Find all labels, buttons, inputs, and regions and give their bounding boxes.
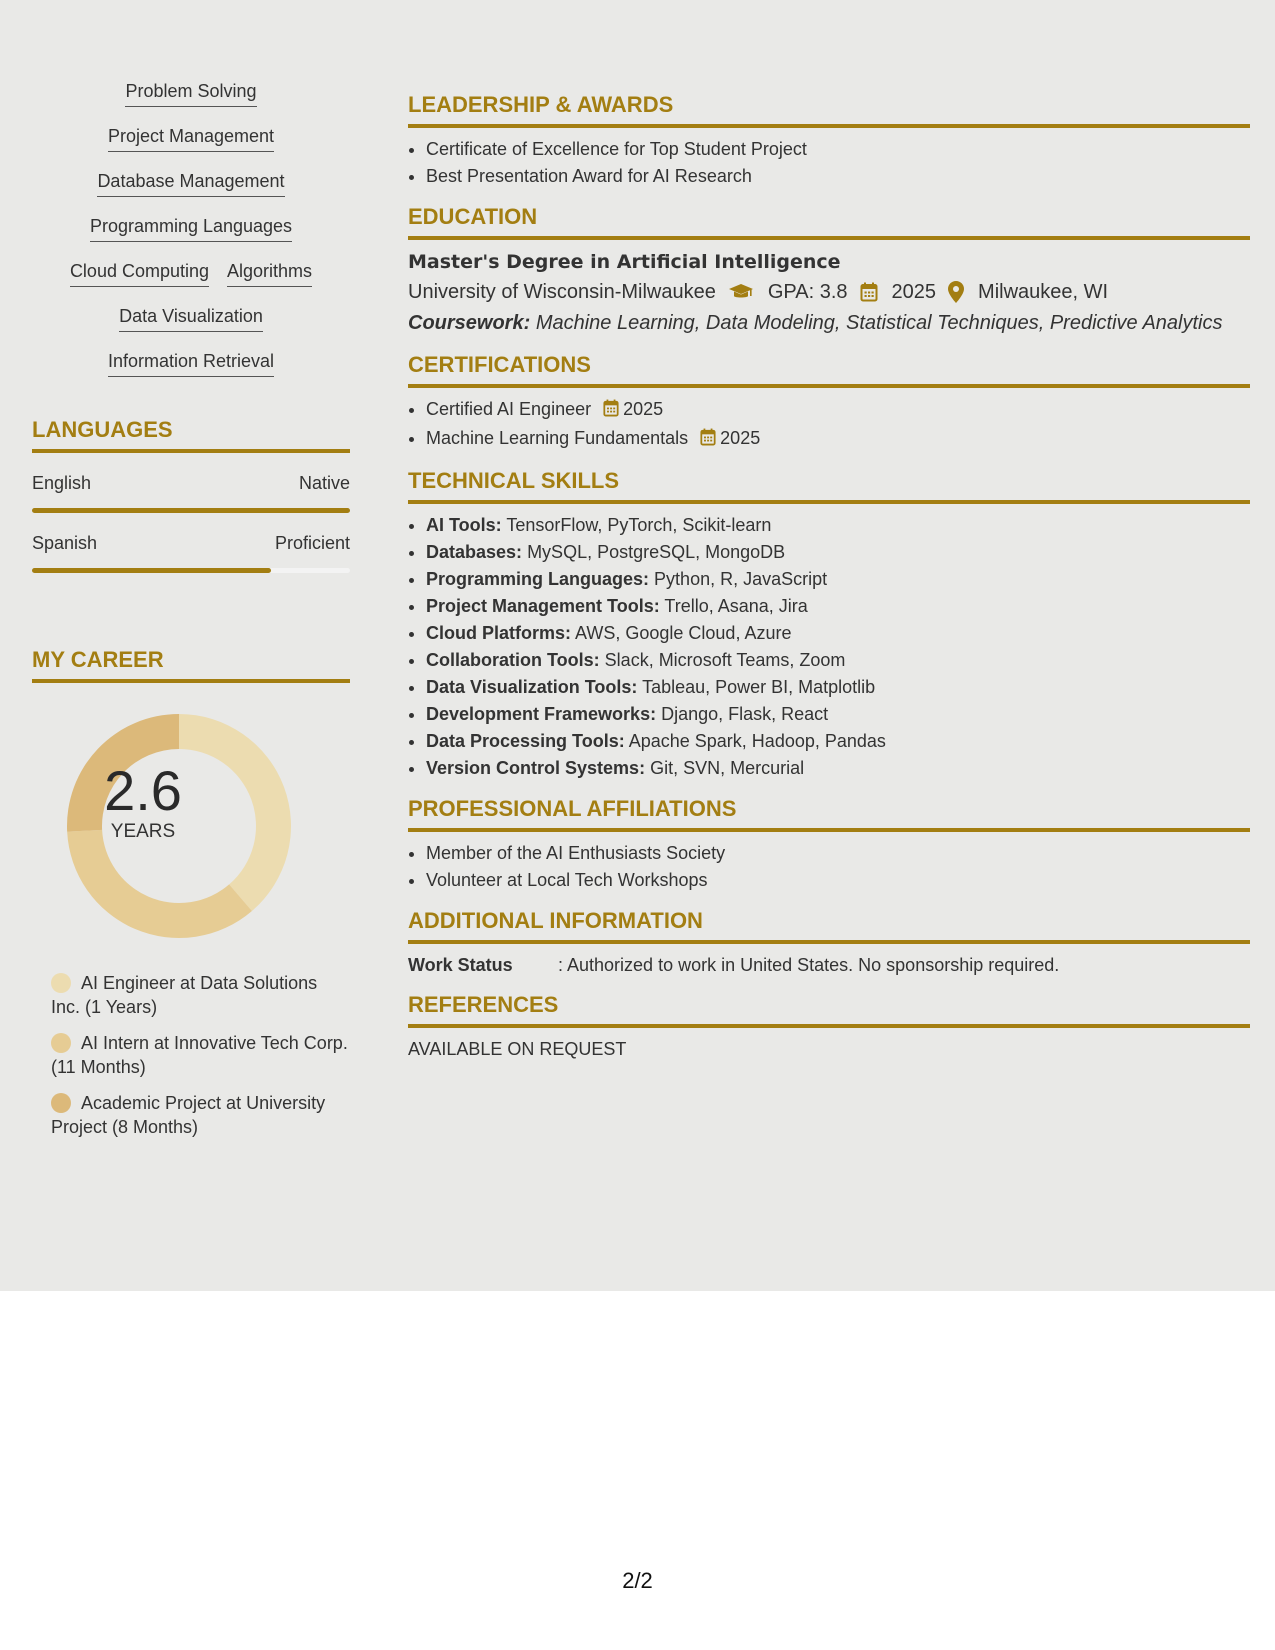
skill-tag: Project Management — [108, 125, 274, 152]
language-proficiency-fill — [32, 508, 350, 513]
career-legend-item — [32, 971, 350, 1019]
language-level: Native — [298, 473, 350, 493]
list-item: • Member of the AI Enthusiasts Society — [426, 840, 1250, 867]
education-title: EDUCATION — [408, 204, 1250, 240]
technical-skill-item — [426, 728, 1250, 755]
career-donut-slice — [67, 830, 252, 938]
technical-skill-label: Data Visualization Tools: — [426, 677, 638, 697]
language-proficiency-fill — [32, 568, 271, 573]
career-total — [32, 761, 254, 843]
technical-skill-value: Git, SVN, Mercurial — [650, 758, 805, 778]
career-legend-label: Academic Project at University Project (8 Months) — [51, 1093, 326, 1137]
list-item: • Volunteer at Local Tech Workshops — [426, 867, 1250, 894]
career-total-unit: YEARS — [110, 821, 176, 842]
skills-list — [32, 80, 350, 395]
skill-tag: Information Retrieval — [108, 350, 274, 377]
education-school: University of Wisconsin-Milwaukee — [408, 281, 716, 303]
technical-skill-label: Development Frameworks: — [426, 704, 657, 724]
skill-tag: Cloud Computing — [70, 260, 209, 287]
technical-skill-item — [426, 674, 1250, 701]
career-total-value: 2.6 — [104, 759, 182, 822]
language-item — [32, 473, 350, 513]
skill-row — [32, 170, 350, 215]
technical-skill-label: Collaboration Tools: — [426, 650, 600, 670]
technical-skill-label: Cloud Platforms: — [426, 623, 572, 643]
technical-skill-item — [426, 512, 1250, 539]
career-title: MY CAREER — [32, 647, 350, 683]
education-degree: Master's Degree in Artificial Intelligence — [408, 251, 841, 273]
certification-name: Certified AI Engineer — [426, 399, 592, 419]
skill-tag: Database Management — [97, 170, 284, 197]
work-status-label: Work Status — [408, 955, 513, 975]
language-row — [32, 473, 350, 494]
language-level: Proficient — [274, 533, 350, 553]
certification-year: 2025 — [720, 428, 761, 448]
leadership-title: LEADERSHIP & AWARDS — [408, 92, 1250, 128]
location-pin-icon — [948, 281, 964, 303]
language-row — [32, 533, 350, 554]
skill-tag: Problem Solving — [125, 80, 256, 107]
technical-skill-item — [426, 647, 1250, 674]
career-legend-dot — [51, 1093, 71, 1113]
language-name: English — [32, 473, 92, 493]
education-year: 2025 — [891, 281, 937, 303]
certification-name: Machine Learning Fundamentals — [426, 428, 689, 448]
leadership-section — [408, 92, 1250, 190]
career-section — [32, 647, 350, 1139]
career-legend-item — [32, 1091, 350, 1139]
calendar-icon — [860, 282, 878, 302]
skill-tag: Algorithms — [227, 260, 312, 287]
skill-row — [32, 350, 350, 395]
technical-skill-item — [426, 566, 1250, 593]
list-item: • Certificate of Excellence for Top Student Project — [426, 136, 1250, 163]
work-status-row — [408, 952, 1250, 978]
career-legend — [32, 971, 350, 1139]
additional-info-title: ADDITIONAL INFORMATION — [408, 908, 1250, 944]
skill-row — [32, 80, 350, 125]
affiliations-list — [408, 840, 1250, 894]
languages-list — [32, 473, 350, 573]
certifications-section — [408, 352, 1250, 454]
education-coursework — [408, 308, 1250, 338]
coursework-label: Coursework: — [408, 312, 531, 334]
technical-skill-item — [426, 539, 1250, 566]
language-proficiency-bar — [32, 508, 350, 513]
career-legend-label: AI Engineer at Data Solutions Inc. (1 Years) — [51, 973, 318, 1017]
technical-skill-label: Data Processing Tools: — [426, 731, 625, 751]
career-legend-dot — [51, 973, 71, 993]
education-location: Milwaukee, WI — [978, 281, 1109, 303]
technical-skills-list — [408, 512, 1250, 782]
references-section — [408, 992, 1250, 1062]
technical-skill-value: AWS, Google Cloud, Azure — [575, 623, 792, 643]
additional-info-section — [408, 908, 1250, 978]
skill-row — [32, 215, 350, 260]
technical-skill-value: TensorFlow, PyTorch, Scikit-learn — [506, 515, 772, 535]
technical-skill-label: Programming Languages: — [426, 569, 650, 589]
skill-tag: Programming Languages — [90, 215, 292, 242]
languages-title: LANGUAGES — [32, 417, 350, 453]
list-item: • Best Presentation Award for AI Research — [426, 163, 1250, 190]
skill-row — [32, 305, 350, 350]
education-section — [408, 204, 1250, 338]
career-legend-label: AI Intern at Innovative Tech Corp. (11 Months) — [51, 1033, 348, 1077]
technical-skill-label: Project Management Tools: — [426, 596, 660, 616]
calendar-icon — [700, 427, 716, 454]
language-name: Spanish — [32, 533, 98, 553]
graduation-cap-icon — [728, 283, 754, 301]
technical-skill-item — [426, 701, 1250, 728]
certification-year: 2025 — [623, 399, 664, 419]
education-gpa: GPA: 3.8 — [767, 281, 848, 303]
page-number: 2/2 — [622, 1568, 653, 1593]
career-donut-wrap — [32, 683, 350, 963]
technical-skill-value: Python, R, JavaScript — [654, 569, 828, 589]
affiliations-title: PROFESSIONAL AFFILIATIONS — [408, 796, 1250, 832]
language-proficiency-bar — [32, 568, 350, 573]
technical-skill-label: Databases: — [426, 542, 523, 562]
certifications-title: CERTIFICATIONS — [408, 352, 1250, 388]
education-details — [408, 276, 1250, 308]
skill-row — [32, 260, 350, 305]
languages-section — [32, 417, 350, 573]
affiliations-section — [408, 796, 1250, 894]
technical-skill-label: AI Tools: — [426, 515, 502, 535]
certifications-list — [408, 396, 1250, 454]
coursework-text: Machine Learning, Data Modeling, Statistical Techniques, Predictive Analytics — [535, 312, 1223, 334]
technical-skills-section — [408, 468, 1250, 782]
technical-skill-value: MySQL, PostgreSQL, MongoDB — [527, 542, 786, 562]
technical-skill-value: Trello, Asana, Jira — [664, 596, 808, 616]
technical-skill-value: Slack, Microsoft Teams, Zoom — [604, 650, 846, 670]
references-text: AVAILABLE ON REQUEST — [408, 1039, 627, 1059]
career-legend-dot — [51, 1033, 71, 1053]
technical-skill-value: Django, Flask, React — [661, 704, 829, 724]
right-column — [408, 92, 1250, 1076]
left-column — [32, 80, 350, 1139]
certification-item — [426, 425, 1250, 454]
technical-skill-value: Tableau, Power BI, Matplotlib — [642, 677, 876, 697]
technical-skill-item — [426, 620, 1250, 647]
language-item — [32, 533, 350, 573]
work-status-value: : Authorized to work in United States. No sponsorship required. — [558, 955, 1060, 975]
skill-tag: Data Visualization — [119, 305, 263, 332]
technical-skill-item — [426, 593, 1250, 620]
calendar-icon — [603, 398, 619, 425]
technical-skills-title: TECHNICAL SKILLS — [408, 468, 1250, 504]
technical-skill-value: Apache Spark, Hadoop, Pandas — [628, 731, 886, 751]
technical-skill-item — [426, 755, 1250, 782]
certification-item — [426, 396, 1250, 425]
references-title: REFERENCES — [408, 992, 1250, 1028]
career-legend-item — [32, 1031, 350, 1079]
technical-skill-label: Version Control Systems: — [426, 758, 646, 778]
skill-row — [32, 125, 350, 170]
leadership-list — [408, 136, 1250, 190]
